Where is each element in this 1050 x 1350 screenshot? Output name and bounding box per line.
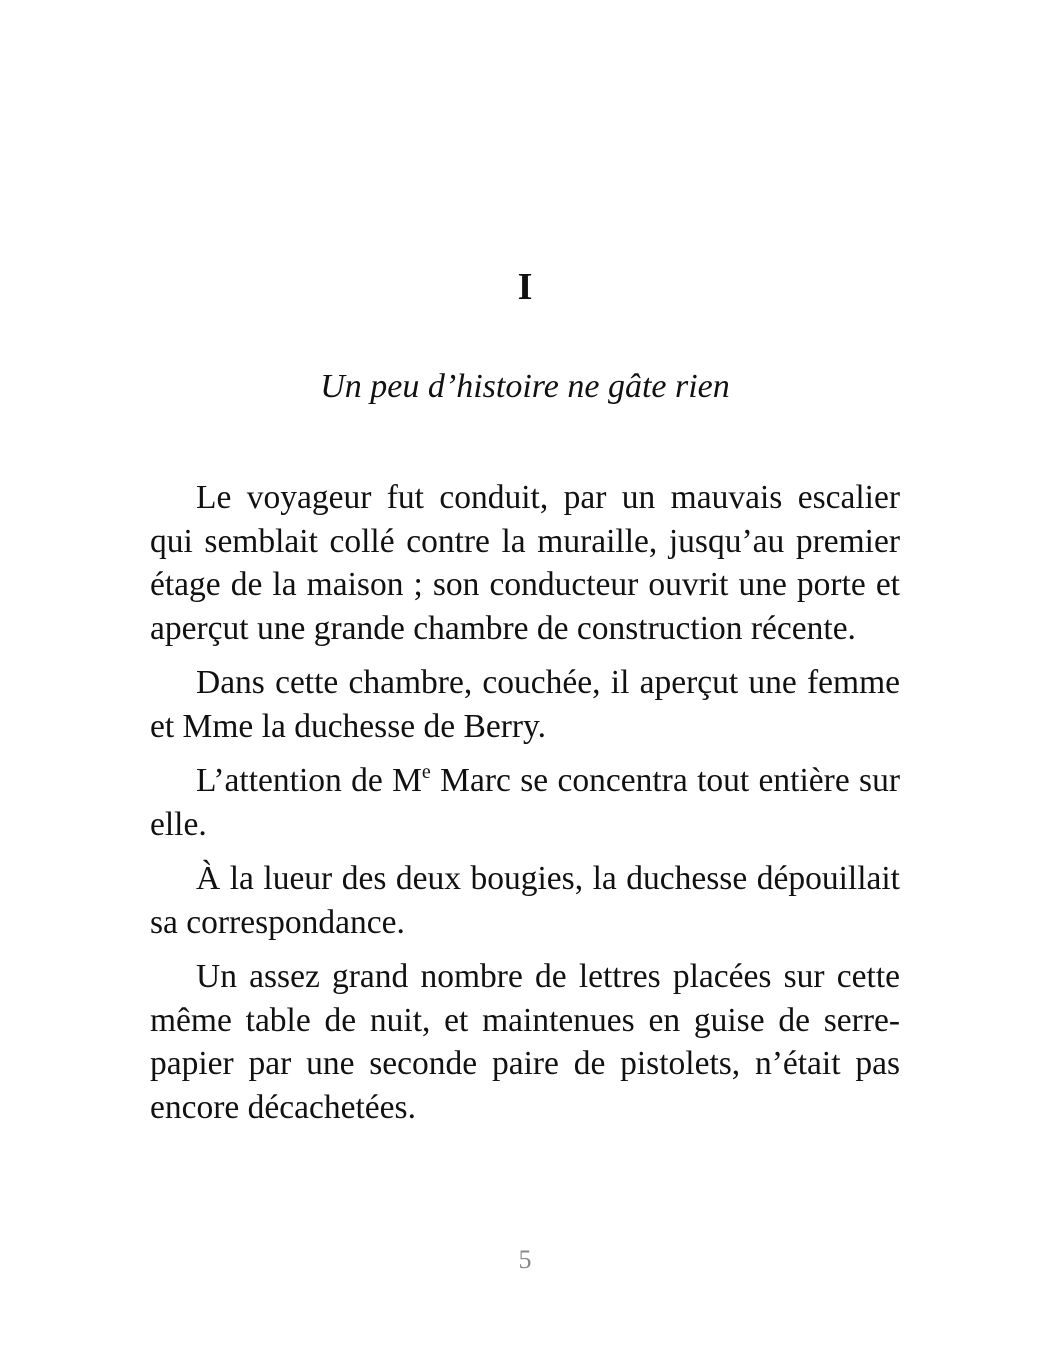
paragraph-text: L’attention de M (196, 762, 422, 799)
chapter-title: Un peu d’histoire ne gâte rien (320, 368, 730, 405)
paragraph: À la lueur des deux bougies, la duchesse dépouillait sa correspondance. (150, 860, 900, 941)
chapter-number: I (517, 266, 533, 308)
superscript-abbreviation: e (421, 761, 431, 783)
page-number: 5 (518, 1245, 532, 1274)
body-text (150, 476, 900, 1140)
paragraph: Le voyageur fut conduit, par un mauvais escalier qui semblait collé contre la muraille, jusqu’au premier étage de la maison ; son conducteur ouvrit une porte et aperçut une grande chambre de construction récente. (150, 479, 900, 647)
paragraph: Un assez grand nombre de lettres placées sur cette même table de nuit, et maintenues en guise de serre-papier par une seconde paire de pistolets, n’était pas encore décachetées. (150, 958, 900, 1126)
paragraph (150, 759, 900, 846)
paragraph: Dans cette chambre, couchée, il aperçut une femme et Mme la duchesse de Berry. (150, 664, 900, 745)
paragraph-text: Marc se concentra tout entière sur elle. (150, 762, 900, 843)
